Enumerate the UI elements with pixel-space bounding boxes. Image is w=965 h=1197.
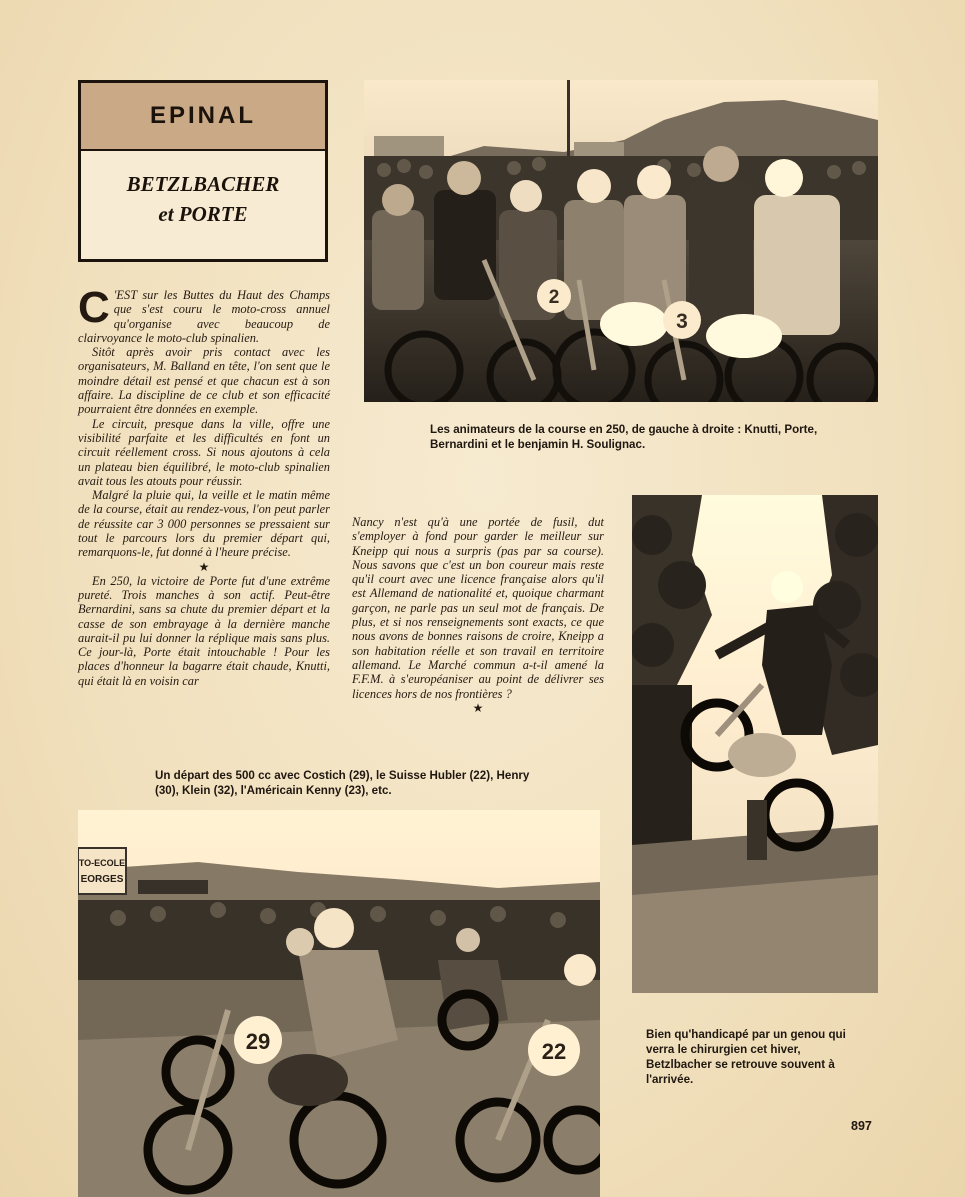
page-number: 897 (851, 1119, 872, 1133)
end-star: ★ (472, 700, 484, 715)
title-line-1: BETZLBACHER (126, 172, 280, 196)
paragraph-5: En 250, la victoire de Porte fut d'une extrême pureté. Trois manches à son actif. Peut-être Bernardini, sans sa chute du premier départ et la casse de son embrayage à la dernière manche aurait-il pu lui donner la réplique mais sans plus. Ce jour-là, Porte était intouchable ! Pour les places d'honneur la bagarre était chaude, Knutti, qui était là en voisin car (78, 573, 330, 688)
sign-text-2: EORGES (80, 874, 124, 885)
race-start-photo (78, 810, 600, 1197)
plate-number-d: 22 (541, 1039, 567, 1064)
title-band (81, 83, 325, 151)
title-box (78, 80, 328, 262)
paragraph-3: Le circuit, presque dans la ville, offre une visibilité parfaite et les difficultés en font un circuit réellement cross. Si nous ajoutons à cela un plateau bien équilibré, le moto-club spinalien avait tous les atouts pour réussir. (78, 416, 330, 488)
drop-cap: C (78, 283, 110, 332)
paragraph-1 (78, 283, 330, 345)
plate-number-c: 29 (245, 1029, 271, 1054)
paragraph-2: Sitôt après avoir pris contact avec les organisateurs, M. Balland en tête, l'on sent que le moindre détail est pensé et que chacun est à son affaire. La discipline de ce club et son efficacité pourraient être données en exemple. (78, 345, 330, 417)
sign-text-1: TO-ECOLE (78, 858, 126, 868)
rider-jump-photo (632, 495, 878, 993)
plate-number-b: 3 (676, 310, 688, 333)
section-star: ★ (198, 559, 210, 574)
plate-number-a: 2 (548, 287, 560, 308)
paragraph-6: Nancy n'est qu'à une portée de fusil, dut s'employer à fond pour garder le meilleur sur Kneipp qui nous a surpris (pas par sa course). Nous savons que c'est un bon coureur mais reste qu'il court avec une licence française alors qu'il est Allemand de nationalité et, quoique charmant garçon, ne parle pas un seul mot de français. De plus, et si nos renseignements sont exacts, ce que nous avons de bonnes raisons de croire, Kneipp a son habitation réelle et son travail en territoire allemand. Le Marché commun a-t-il amené la F.F.M. à s'européaniser au point de délivrer ses licences hors de nos frontières ? (352, 515, 604, 701)
city-heading: EPINAL (149, 102, 256, 129)
riders-group-photo (364, 80, 878, 402)
article-title (81, 151, 325, 229)
paragraph-4: Malgré la pluie qui, la veille et le matin même de la course, était au rendez-vous, l'on peut parler de réussite car 3 000 personnes se pressaient sur tout le parcours lors du premier départ qui, remarquons-le, fut donné à l'heure précise. (78, 488, 330, 560)
title-line-2: et PORTE (158, 202, 248, 226)
caption-start: Un départ des 500 cc avec Costich (29), le Suisse Hubler (22), Henry (30), Klein (32), l'Américain Kenny (23), etc. (155, 769, 530, 797)
paragraph-1-text: 'EST sur les Buttes du Haut des Champs que s'est couru le moto-cross annuel qu'organise avec beaucoup de clairvoyance le moto-club spinalien. (78, 288, 330, 345)
caption-rider-jump: Bien qu'handicapé par un genou qui verra le chirurgien cet hiver, Betzlbacher se retrouve souvent à l'arrivée. (646, 1028, 846, 1086)
article-column-1 (78, 283, 330, 688)
caption-riders-group: Les animateurs de la course en 250, de gauche à droite : Knutti, Porte, Bernardini et le benjamin H. Soulignac. (430, 423, 818, 451)
article-column-2 (352, 515, 604, 715)
